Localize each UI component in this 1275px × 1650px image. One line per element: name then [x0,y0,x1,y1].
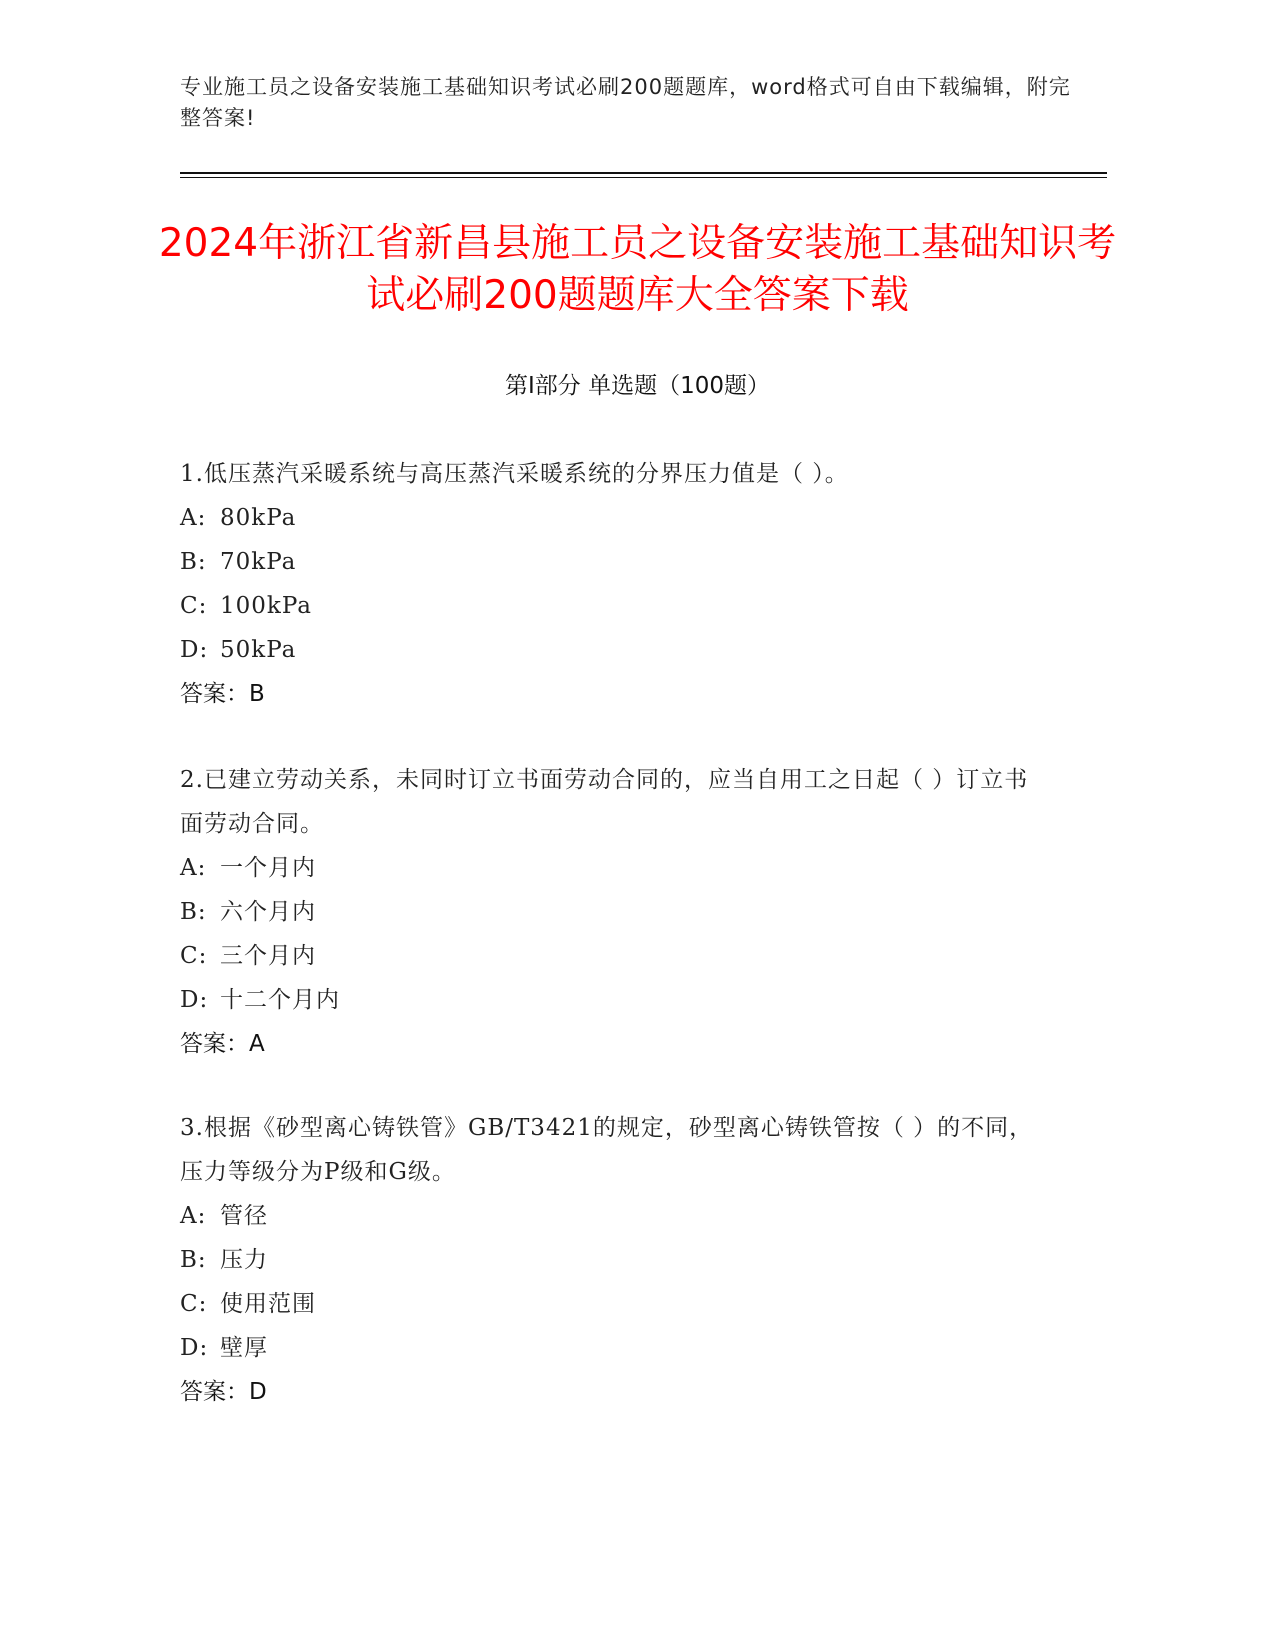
option-b [180,1238,1040,1282]
option-text: 管径 [220,1203,268,1229]
question-stem: 2.已建立劳动关系，未同时订立书面劳动合同的，应当自用工之日起（ ）订立书面劳动合同。 [180,767,1029,837]
option-text: 六个月内 [220,899,316,925]
option-key: C: [180,943,208,969]
option-text: 一个月内 [220,855,316,881]
answer-line: 答案：D [180,1379,267,1405]
option-key: B: [180,1247,207,1273]
header-divider-thin [180,177,1107,178]
question-1 [180,452,1040,716]
option-key: A: [180,1203,207,1229]
option-text: 十二个月内 [220,987,340,1013]
question-stem: 1.低压蒸汽采暖系统与高压蒸汽采暖系统的分界压力值是（ ）。 [180,461,849,487]
option-text: 三个月内 [220,943,316,969]
header-note: 专业施工员之设备安装施工基础知识考试必刷200题题库，word格式可自由下载编辑，附完整答案! [180,75,1071,130]
question-3 [180,1106,1040,1414]
answer-line: 答案：B [180,681,265,707]
option-key: D: [180,1335,209,1361]
option-a [180,496,1040,540]
option-b [180,890,1040,934]
header-divider-thick [180,172,1107,174]
option-key: D: [180,637,209,663]
option-key: A: [180,855,207,881]
option-text: 100kPa [220,593,312,619]
option-text: 80kPa [220,505,297,531]
document-title: 2024年浙江省新昌县施工员之设备安装施工基础知识考试必刷200题题库大全答案下载 [158,221,1117,318]
option-a [180,846,1040,890]
question-2 [180,758,1040,1066]
option-key: C: [180,1291,208,1317]
option-b [180,540,1040,584]
option-d [180,1326,1040,1370]
option-key: D: [180,987,209,1013]
option-text: 70kPa [220,549,297,575]
option-a [180,1194,1040,1238]
option-key: B: [180,549,207,575]
option-key: A: [180,505,207,531]
option-text: 使用范围 [220,1291,316,1317]
option-c [180,934,1040,978]
option-c [180,1282,1040,1326]
option-key: C: [180,593,208,619]
option-d [180,978,1040,1022]
option-text: 壁厚 [220,1335,268,1361]
option-key: B: [180,899,207,925]
option-d [180,628,1040,672]
answer-line: 答案：A [180,1031,265,1057]
question-stem: 3.根据《砂型离心铸铁管》GB/T3421的规定，砂型离心铸铁管按（ ）的不同，压力等级分为P级和G级。 [180,1115,1034,1185]
option-text: 50kPa [220,637,297,663]
option-text: 压力 [220,1247,268,1273]
section-heading: 第I部分 单选题（100题） [505,373,770,399]
option-c [180,584,1040,628]
